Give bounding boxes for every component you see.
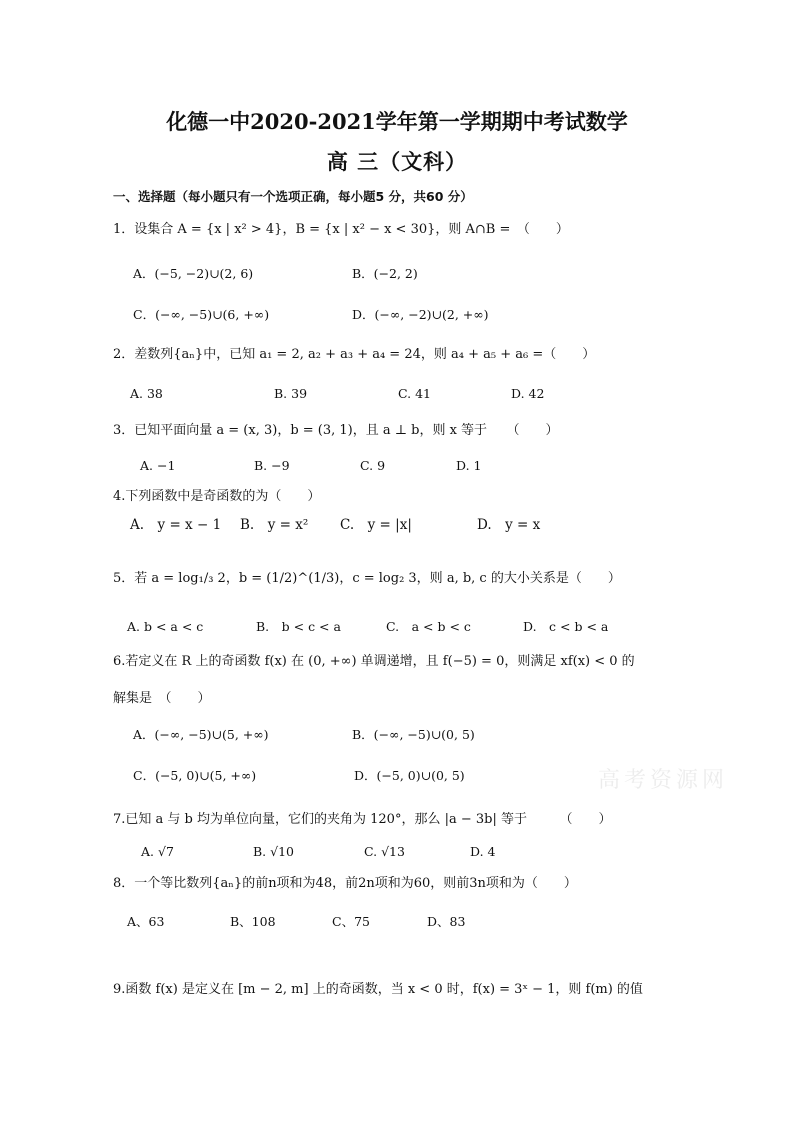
question-7-stem: 7.已知 a 与 b 均为单位向量，它们的夹角为 120°，那么 |a − 3b| 等于 （ ） <box>113 812 612 827</box>
q2-option-b: B. 39 <box>274 386 308 401</box>
q3-option-c: C. 9 <box>360 458 386 473</box>
question-1-stem: 1．设集合 A = {x | x² > 4}，B = {x | x² − x < 30}，则 A∩B = （ ） <box>113 222 569 237</box>
q4-option-a: A. y = x − 1 <box>130 517 222 533</box>
q6-option-a: A．(−∞, −5)∪(5, +∞) <box>133 727 269 742</box>
q7-option-a: A. √7 <box>141 844 174 859</box>
q1-option-d: D．(−∞, −2)∪(2, +∞) <box>352 307 489 322</box>
q3-option-d: D. 1 <box>456 458 482 473</box>
question-6-stem: 6.若定义在 R 上的奇函数 f(x) 在 (0, +∞) 单调递增，且 f(−5) = 0，则满足 xf(x) < 0 的 <box>113 654 635 669</box>
q7-option-c: C. √13 <box>364 844 405 859</box>
q2-option-d: D. 42 <box>511 386 545 401</box>
q1-option-a: A．(−5, −2)∪(2, 6) <box>133 266 254 281</box>
question-2-stem: 2．差数列{aₙ}中，已知 a₁ = 2, a₂ + a₃ + a₄ = 24，则 a₄ + a₅ + a₆ =（ ） <box>113 347 596 362</box>
section-heading: 一、选择题（每小题只有一个选项正确，每小题5 分，共60 分） <box>113 189 473 204</box>
exam-title: 化德一中2020-2021学年第一学期期中考试数学 <box>166 109 628 134</box>
q8-option-b: B、108 <box>230 914 276 929</box>
question-9-stem: 9.函数 f(x) 是定义在 [m − 2, m] 上的奇函数，当 x < 0 时，f(x) = 3ˣ − 1，则 f(m) 的值 <box>113 982 643 997</box>
q3-option-b: B. −9 <box>254 458 290 473</box>
q5-option-a: A. b < a < c <box>127 619 204 634</box>
q8-option-a: A、63 <box>127 914 165 929</box>
q7-option-b: B. √10 <box>253 844 295 859</box>
q5-option-b: B. b < c < a <box>256 619 341 634</box>
q7-option-d: D. 4 <box>470 844 496 859</box>
q4-option-b: B. y = x² <box>240 517 309 533</box>
q1-option-c: C．(−∞, −5)∪(6, +∞) <box>133 307 270 322</box>
q5-option-d: D. c < b < a <box>523 619 609 634</box>
q3-option-a: A. −1 <box>140 458 176 473</box>
watermark: 高考资源网 <box>598 768 729 793</box>
q6-option-c: C．(−5, 0)∪(5, +∞) <box>133 768 257 783</box>
q8-option-c: C、75 <box>332 914 370 929</box>
question-6-stem-cont: 解集是 （ ） <box>113 691 211 706</box>
q6-option-b: B．(−∞, −5)∪(0, 5) <box>352 727 475 742</box>
exam-subtitle: 高 三（文科） <box>326 149 468 174</box>
q2-option-c: C. 41 <box>398 386 431 401</box>
q4-option-c: C. y = |x| <box>340 517 412 533</box>
q6-option-d: D．(−5, 0)∪(0, 5) <box>354 768 465 783</box>
q2-option-a: A. 38 <box>130 386 163 401</box>
q1-option-b: B．(−2, 2) <box>352 266 418 281</box>
q5-option-c: C. a < b < c <box>386 619 471 634</box>
question-8-stem: 8．一个等比数列{aₙ}的前n项和为48，前2n项和为60，则前3n项和为（ ） <box>113 876 577 891</box>
question-4-stem: 4.下列函数中是奇函数的为（ ） <box>113 489 321 504</box>
q8-option-d: D、83 <box>427 914 466 929</box>
q4-option-d: D. y = x <box>477 517 541 533</box>
question-3-stem: 3．已知平面向量 a = (x, 3)，b = (3, 1)，且 a ⊥ b，则 x 等于 （ ） <box>113 423 559 438</box>
question-5-stem: 5．若 a = log₁/₃ 2，b = (1/2)^(1/3)，c = log₂ 3，则 a, b, c 的大小关系是（ ） <box>113 571 621 586</box>
